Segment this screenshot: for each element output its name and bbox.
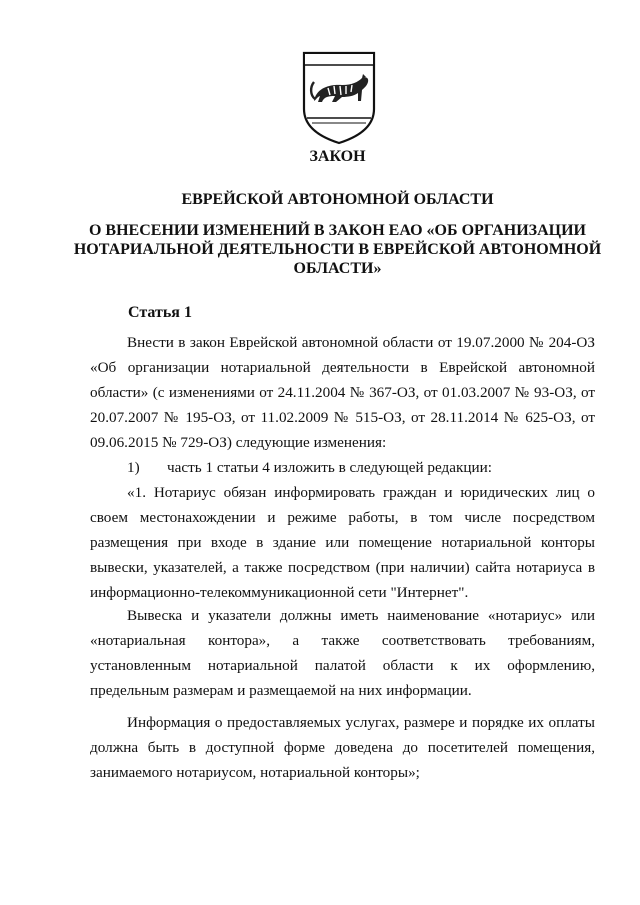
article-intro-paragraph: Внести в закон Еврейской автономной области от 19.07.2000 № 204-ОЗ «Об организации нотариальной деятельности в Еврейской автономной области» (с изменениями от 24.11.2004 № 367-ОЗ, от 01.03.2007 № 93-ОЗ, от 20.07.2007 № 195-ОЗ, от 11.02.2009 № 515-ОЗ, от 28.11.2014 № 625-ОЗ, от 09.06.2015 № 729-ОЗ) следующие изменения: — [90, 334, 595, 451]
coat-of-arms — [298, 49, 380, 145]
quoted-paragraph-2: Вывеска и указатели должны иметь наименование «нотариус» или «нотариальная контора», а также соответствовать требованиям, установленным нотариальной палатой области к их оформлению, предельным размерам и размещаемой на них информации. — [90, 607, 595, 699]
document-type-title: ЗАКОН — [309, 148, 366, 165]
law-subject-title: О ВНЕСЕНИИ ИЗМЕНЕНИЙ В ЗАКОН ЕАО «ОБ ОРГАНИЗАЦИИ НОТАРИАЛЬНОЙ ДЕЯТЕЛЬНОСТИ В ЕВРЕЙСКОЙ АВТОНОМНОЙ ОБЛАСТИ» — [73, 222, 602, 277]
article-body-final — [90, 710, 595, 785]
region-title: ЕВРЕЙСКОЙ АВТОНОМНОЙ ОБЛАСТИ — [181, 191, 494, 208]
quoted-paragraph-1: «1. Нотариус обязан информировать граждан и юридических лиц о своем местонахождении и режиме работы, в том числе посредством размещения при входе в здание или помещение нотариальной конторы вывески, указателей, а также посредством (при наличии) сайта нотариуса в информационно-телекоммуникационной сети "Интернет". — [90, 484, 595, 601]
list-item-text: часть 1 статьи 4 изложить в следующей редакции: — [167, 459, 493, 476]
quoted-paragraph-3: Информация о предоставляемых услугах, размере и порядке их оплаты должна быть в доступной форме доведена до посетителей помещения, занимаемого нотариусом, нотариальной конторы»; — [90, 714, 595, 781]
tiger-coat-of-arms-icon — [298, 49, 380, 145]
article-body — [90, 330, 595, 605]
list-item-number: 1) — [127, 459, 140, 476]
article-heading: Статья 1 — [128, 304, 192, 321]
list-item — [90, 455, 595, 480]
article-body-continued — [90, 603, 595, 703]
